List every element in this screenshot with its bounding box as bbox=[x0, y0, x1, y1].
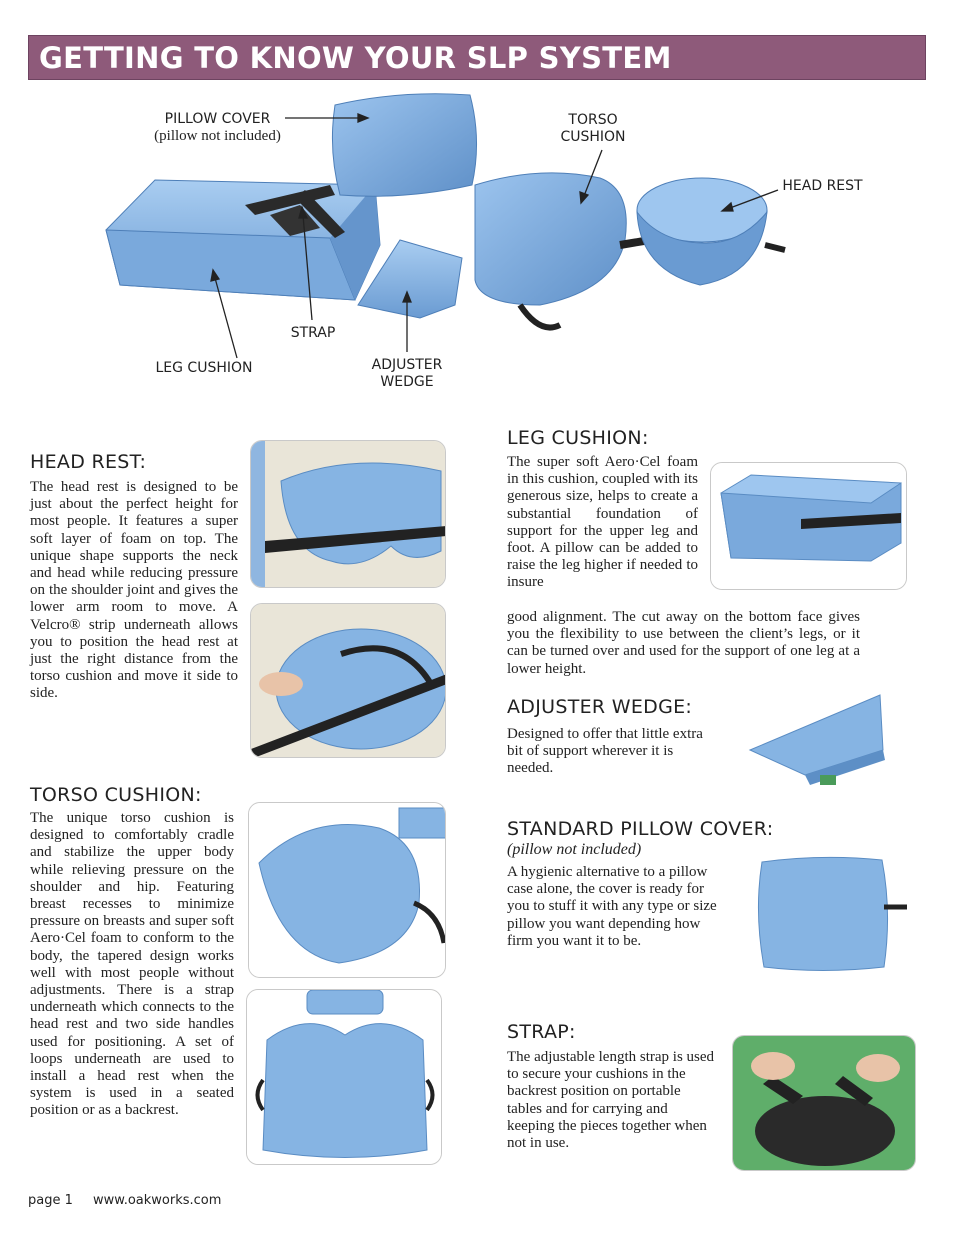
page-title: GETTING TO KNOW YOUR SLP SYSTEM bbox=[39, 41, 672, 75]
callout-pillow-cover bbox=[140, 111, 295, 145]
system-overview-image bbox=[0, 0, 954, 400]
callout-wedge-label-1: ADJUSTER bbox=[371, 357, 443, 373]
footer-url: www.oakworks.com bbox=[93, 1193, 222, 1208]
pillow-cover-photo bbox=[752, 852, 912, 977]
callout-leg-cushion-label: LEG CUSHION bbox=[155, 360, 253, 376]
torso-cushion-body: The unique torso cushion is designed to comfortably cradle and stabilize the upper body while relieving pressure on the shoulder and hip. Featuring breast recesses to minimize pressure on breasts and super soft Aero·Cel foam to conform to the body, the tapered design works well with most people without adjustments. There is a strap underneath which connects to the head rest and two side handles used for positioning. A set of loops underneath are used to install a head rest when the system is used in a seated position or as a backrest. bbox=[30, 810, 234, 1119]
torso-cushion-photo-1 bbox=[248, 802, 446, 978]
callout-pillow-cover-label: PILLOW COVER bbox=[164, 111, 271, 127]
callout-head-rest bbox=[780, 178, 865, 195]
footer bbox=[28, 1193, 237, 1208]
leg-cushion-body-bottom: good alignment. The cut away on the bottom face gives you the flexibility to use between the client’s legs, or it can be turned over and used for the support of one leg at a lower height. bbox=[507, 609, 860, 677]
pillow-cover-body: A hygienic alternative to a pillow case alone, the cover is ready for you to stuff it with any type or size pillow you want depending how firm you want it to be. bbox=[507, 864, 717, 949]
head-rest-photo-2 bbox=[250, 603, 446, 758]
head-rest-body: The head rest is designed to be just about the perfect height for most people. It features a super soft layer of foam on top. The unique shape supports the neck and head while reducing pressure on the shoulder joint and gives the lower arm room to move. A Velcro® strip underneath allows you to position the head rest at just the right distance from the torso cushion and move it side to side. bbox=[30, 479, 238, 702]
callout-strap-label: STRAP bbox=[290, 325, 336, 341]
torso-cushion-photo-2 bbox=[246, 989, 442, 1165]
leg-cushion-body-top: The super soft Aero·Cel foam in this cushion, coupled with its generous size, helps to create a substantial foundation of support for the upper leg and foot. A pillow can be added to raise the leg higher if needed to insure bbox=[507, 454, 698, 591]
pillow-cover-subtitle: (pillow not included) bbox=[507, 841, 642, 858]
adjuster-wedge-body: Designed to offer that little extra bit of support wherever it is needed. bbox=[507, 726, 703, 777]
pillow-cover-title: STANDARD PILLOW COVER: bbox=[507, 818, 774, 840]
pillow-cover-shape bbox=[332, 94, 476, 197]
head-rest-shape bbox=[637, 178, 785, 285]
callout-pillow-cover-sub: (pillow not included) bbox=[154, 128, 281, 144]
strap-body: The adjustable length strap is used to secure your cushions in the backrest position on portable tables and for carrying and keeping the pieces together when not in use. bbox=[507, 1049, 715, 1152]
strap-title: STRAP: bbox=[507, 1021, 576, 1043]
callout-torso-cushion bbox=[548, 112, 638, 146]
torso-cushion-shape bbox=[475, 173, 650, 328]
head-rest-title: HEAD REST: bbox=[30, 451, 147, 473]
head-rest-photo-1 bbox=[250, 440, 446, 588]
callout-adjuster-wedge bbox=[365, 357, 449, 391]
adjuster-wedge-photo bbox=[745, 690, 905, 790]
leg-cushion-shape bbox=[106, 180, 380, 300]
callout-wedge-label-2: WEDGE bbox=[380, 374, 434, 390]
page-number: page 1 bbox=[28, 1193, 73, 1208]
callout-leg-cushion bbox=[150, 360, 258, 377]
adjuster-wedge-title: ADJUSTER WEDGE: bbox=[507, 696, 693, 718]
callout-torso-label-1: TORSO bbox=[568, 112, 618, 128]
callout-strap bbox=[285, 325, 341, 342]
leg-cushion-photo bbox=[710, 462, 907, 590]
strap-photo bbox=[732, 1035, 916, 1171]
leg-cushion-title: LEG CUSHION: bbox=[507, 427, 649, 449]
callout-head-rest-label: HEAD REST bbox=[782, 178, 863, 194]
torso-cushion-title: TORSO CUSHION: bbox=[30, 784, 202, 806]
callout-torso-label-2: CUSHION bbox=[560, 129, 626, 145]
